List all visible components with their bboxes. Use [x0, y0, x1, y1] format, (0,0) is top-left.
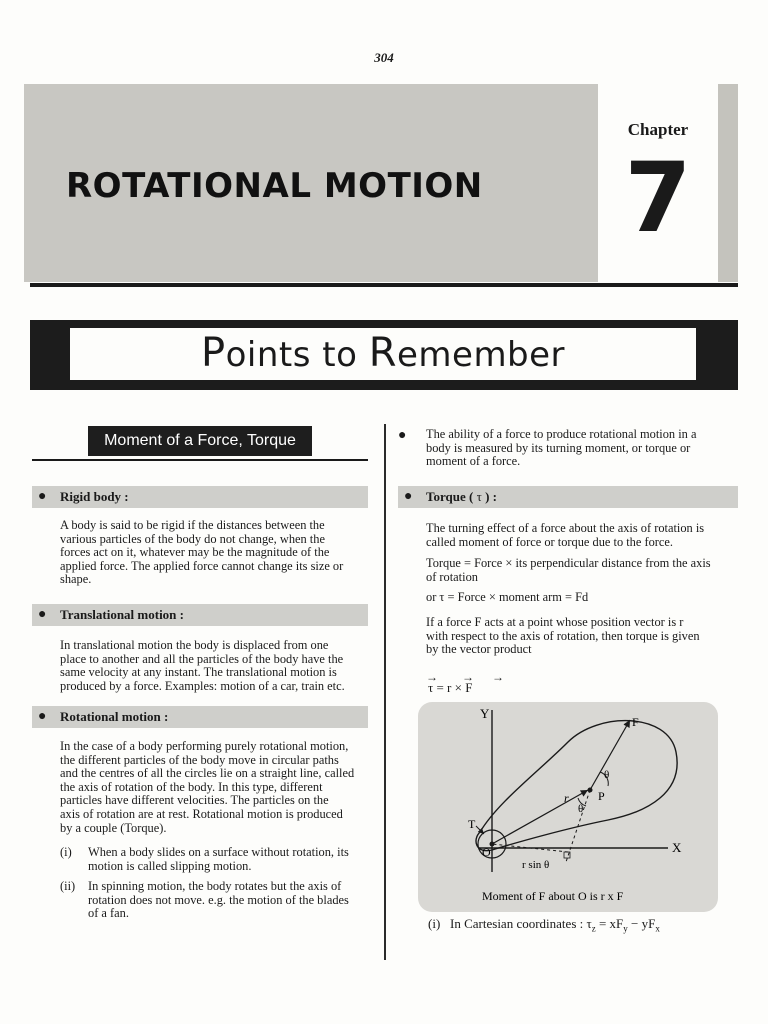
points-heading-emember: emember [396, 335, 566, 375]
banner-rule [30, 283, 738, 287]
text-line: of a fan. [88, 906, 129, 921]
text-line: moment of a force. [426, 454, 521, 469]
list-item [60, 880, 368, 921]
cartesian-eq: = xF [595, 916, 624, 931]
torque-text [426, 522, 738, 549]
text-line: produced by a force. Examples: motion of a car, train etc. [60, 678, 345, 693]
text-line: motion is called slipping motion. [88, 858, 252, 873]
chapter-number: 7 [624, 142, 692, 254]
torque-diagram-figure [418, 702, 718, 912]
text-line: called moment of force or torque due to the force. [426, 534, 674, 549]
text-line: of rotation [426, 569, 478, 584]
subscript-x: x [655, 923, 660, 934]
torque-vector-equation: τ = r × F [428, 680, 473, 695]
rotational-heading [32, 706, 368, 728]
torque-heading [398, 486, 738, 508]
torque-symbol: τ [476, 489, 482, 504]
text-line: The turning effect of a force about the axis of rotation is [426, 521, 705, 535]
text-line: applied force. The applied force cannot change its size or [60, 558, 344, 573]
rotational-text [60, 740, 368, 835]
text-line: In the case of a body performing purely rotational motion, [60, 739, 349, 753]
rigid-body-title: Rigid body : [60, 489, 129, 504]
cartesian-minus: − yF [627, 916, 656, 931]
text-line: with respect to the axis of rotation, then torque is given [426, 628, 700, 643]
intro-text [426, 428, 738, 469]
bullet-icon: ● [38, 489, 47, 504]
text-line: by a couple (Torque). [60, 820, 167, 835]
vector-product-text [426, 616, 738, 657]
bullet-icon: ● [404, 489, 413, 504]
bullet-icon: ● [38, 607, 47, 622]
chapter-label: Chapter [627, 120, 689, 139]
points-heading-to: to [322, 335, 358, 375]
text-line: rotation does not move. e.g. the motion of the blades [88, 892, 349, 907]
translational-title: Translational motion : [60, 607, 184, 622]
points-heading-oints: oints [225, 335, 311, 375]
rigid-body-text [60, 519, 368, 587]
text-line: the axis of rotation of the body. In this type, different [60, 779, 323, 794]
torque-title-end: ) : [485, 489, 497, 504]
text-line: forces act on it, whatever may be the magnitude of the [60, 545, 330, 560]
text-line: by the vector product [426, 642, 532, 657]
text-line: If a force F acts at a point whose position vector is r [426, 615, 684, 629]
section-subheading: Moment of a Force, Torque [88, 426, 312, 456]
text-line: the different particles of the body move in circular paths [60, 752, 339, 767]
bullet-icon: ● [398, 428, 407, 443]
banner-side-strip [718, 84, 738, 282]
rotational-title: Rotational motion : [60, 709, 169, 724]
theta-label: θ [578, 803, 584, 815]
points-heading-r: R [368, 330, 397, 376]
column-divider [384, 424, 386, 960]
diagram-caption: Moment of F about O is r x F [482, 889, 624, 903]
chapter-title: ROTATIONAL MOTION [66, 166, 483, 206]
position-label: r [564, 791, 569, 805]
cartesian-label: (i) [428, 916, 441, 931]
translational-heading [32, 604, 368, 626]
cartesian-item [428, 916, 738, 934]
force-vector [590, 720, 630, 790]
page-number: 304 [374, 50, 394, 65]
torque-label: T [468, 817, 476, 831]
list-item-label: (i) [60, 845, 72, 859]
origin-label: O [482, 845, 491, 859]
subscript-z: z [591, 923, 596, 934]
text-line: axis of rotation are at rest. Rotational motion is produced [60, 806, 343, 821]
subscript-y: y [623, 923, 628, 934]
points-heading-p: P [200, 330, 226, 376]
torque-title: Torque ( [426, 489, 474, 504]
bullet-icon: ● [38, 709, 47, 724]
x-axis-label: X [672, 840, 682, 855]
text-line: body is measured by its turning moment, or torque or [426, 440, 691, 455]
subheading-rule [32, 459, 368, 461]
text-line: particles have different velocities. The particles on the [60, 793, 329, 808]
translational-text [60, 639, 368, 693]
cartesian-text: In Cartesian coordinates : τ [450, 916, 592, 931]
text-line: A body is said to be rigid if the distances between the [60, 518, 325, 532]
text-line: In spinning motion, the body rotates but the axis of [88, 879, 342, 893]
rigid-body-heading [32, 486, 368, 508]
y-axis-label: Y [480, 706, 490, 721]
text-line: The ability of a force to produce rotational motion in a [426, 427, 697, 441]
text-line: When a body slides on a surface without rotation, its [88, 845, 349, 859]
points-heading [68, 330, 698, 376]
text-line: Torque = Force × its perpendicular distance from the axis [426, 556, 711, 570]
vector-arrows-icon: → → → [426, 670, 504, 684]
list-item-label: (ii) [60, 879, 76, 893]
text-line: place to another and all the particles of the body have the [60, 651, 344, 666]
torque-definition [426, 557, 738, 584]
force-label: F [632, 715, 639, 729]
theta-label: θ [604, 769, 610, 781]
torque-formula: or τ = Force × moment arm = Fd [426, 590, 589, 604]
text-line: In translational motion the body is displaced from one [60, 638, 329, 652]
text-line: same velocity at any instant. The translational motion is [60, 665, 337, 680]
text-line: various particles of the body do not change, when the [60, 531, 325, 546]
text-line: and the centres of all the circles lie on a straight line, called [60, 766, 355, 781]
moment-arm-label: r sin θ [522, 859, 550, 871]
list-item [60, 846, 368, 873]
text-line: shape. [60, 572, 92, 587]
point-p-label: P [598, 789, 605, 803]
